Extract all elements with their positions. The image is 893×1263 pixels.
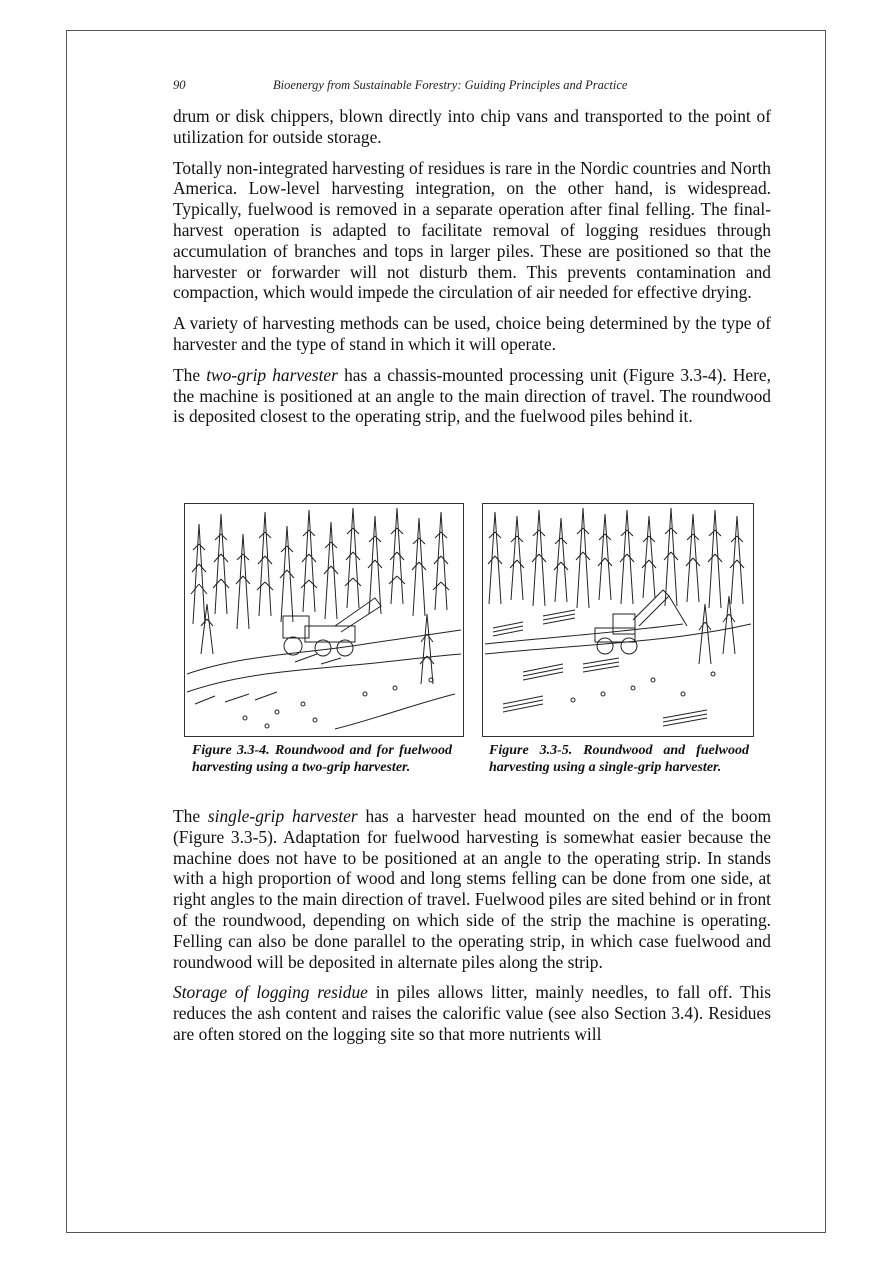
operating-strip: [187, 630, 461, 729]
ground-dots: [571, 672, 715, 702]
paragraph-methods: A variety of harvesting methods can be used, choice being determined by the type of harvester and the type of stand in which it will operate.: [173, 313, 771, 354]
term-two-grip: two-grip harvester: [206, 364, 338, 385]
ground-dots: [243, 678, 433, 728]
harvester-machine: [283, 598, 381, 656]
paragraph-two-grip: The two-grip harvester has a chassis-mounted processing unit (Figure 3.3-4). Here, the machine is positioned at an angle to the main direction of travel. The roundwood is deposited closest to the operating strip, and the fuelwood piles behind it.: [173, 364, 771, 427]
paragraph-integration: Totally non-integrated harvesting of residues is rare in the Nordic countries and North America. Low-level harvesting integration, on the other hand, is widespread. Typically, fuelwood is removed in a separate operation after final felling. The final-harvest operation is adapted to facilitate removal of logging residues through accumulation of branches and tops in larger piles. These are positioned so that the harvester or forwarder will not disturb them. This prevents contamination and compaction, which would impede the circulation of air needed for effective drying.: [173, 157, 771, 303]
figure-two-grip-illustration: [184, 503, 464, 737]
paragraph-storage: Storage of logging residue in piles allows litter, mainly needles, to fall off. This reduces the ash content and raises the calorific value (see also Section 3.4). Residues are often stored on the logging site so that more nutrients will: [173, 982, 771, 1044]
caption-figure-3-3-4: Figure 3.3-4. Roundwood and for fuelwood harvesting using a two-grip harvester.: [192, 743, 452, 775]
body-text-bottom: [173, 806, 771, 1055]
term-storage: Storage of logging residue: [173, 982, 368, 1003]
body-text-top: [173, 106, 771, 437]
figure-single-grip-illustration: [482, 503, 754, 737]
book-title: Bioenergy from Sustainable Forestry: Guiding Principles and Practice: [273, 78, 628, 92]
forest-trees: [488, 508, 744, 664]
paragraph-chippers: drum or disk chippers, blown directly into chip vans and transported to the point of utilization for outside storage.: [173, 106, 771, 147]
caption-figure-3-3-5: Figure 3.3-5. Roundwood and fuelwood harvesting using a single-grip harvester.: [489, 743, 749, 775]
log-piles: [493, 610, 707, 726]
term-single-grip: single-grip harvester: [207, 806, 358, 826]
harvester-machine: [595, 590, 687, 654]
paragraph-single-grip: The single-grip harvester has a harvester head mounted on the end of the boom (Figure 3.3-5). Adaptation for fuelwood harvesting is somewhat easier because the machine does not have to be positioned at an angle to the operating strip. In stands with a high proportion of wood and long stems felling can be done from one side, at right angles to the main direction of travel. Fuelwood piles are sited behind or in front of the roundwood, depending on which side of the strip the machine is operating. Felling can also be done parallel to the operating strip, in which case fuelwood and roundwood will be deposited in alternate piles along the strip.: [173, 806, 772, 972]
forest-trees: [191, 508, 449, 684]
page-number: 90: [173, 78, 186, 92]
